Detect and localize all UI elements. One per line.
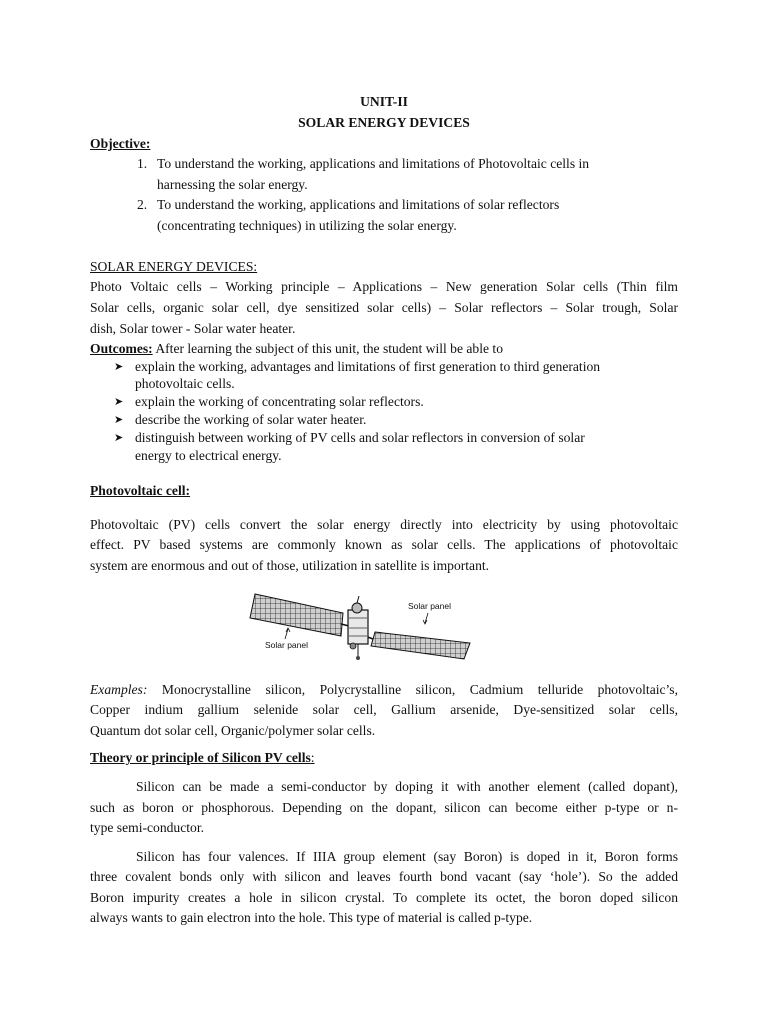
objective-1-line-2: harnessing the solar energy. — [157, 177, 308, 192]
outcomes-line — [90, 340, 503, 358]
examples-line-2: Copper indium gallium selenide solar cell, Gallium arsenide, Dye-sensitized solar cells, — [90, 702, 678, 717]
theory-p2-line-4: always wants to gain electron into the hole. This type of material is called p-type. — [90, 910, 533, 925]
theory-p1-line-1: Silicon can be made a semi-conductor by doping it with another element (called dopant), — [136, 779, 678, 794]
bullet-arrow-icon: ➤ — [114, 414, 124, 426]
theory-p2-line-1: Silicon has four valences. If IIIA group element (say Boron) is doped in it, Boron forms — [136, 849, 678, 864]
outcomes-intro: After learning the subject of this unit, the student will be able to — [152, 341, 504, 356]
theory-heading-colon: : — [310, 750, 315, 765]
objective-heading: Objective: — [90, 136, 151, 151]
bullet-arrow-icon: ➤ — [114, 361, 124, 373]
solar-panel-label-left: Solar panel — [265, 640, 309, 650]
theory-p1-line-2: such as boron or phosphorous. Depending on the dopant, silicon can become either p-type or n- — [90, 800, 678, 815]
devices-line-1: Photo Voltaic cells – Working principle – Applications – New generation Solar cells (Thin film — [90, 279, 678, 294]
theory-heading-line — [90, 749, 315, 767]
outcome-1-line-1: explain the working, advantages and limitations of first generation to third generation — [135, 359, 601, 374]
bullet-arrow-icon: ➤ — [114, 396, 124, 408]
devices-line-2: Solar cells, organic solar cell, dye sensitized solar cells) – Solar reflectors – Solar trough, Solar — [90, 300, 678, 315]
satellite-figure — [245, 588, 480, 663]
outcome-1-line-2: photovoltaic cells. — [135, 376, 235, 391]
outcome-2: explain the working of concentrating solar reflectors. — [135, 394, 424, 409]
examples-line-1 — [90, 681, 678, 699]
objective-1-line-1: To understand the working, applications and limitations of Photovoltaic cells in — [157, 156, 590, 171]
solar-panel-label-right: Solar panel — [408, 601, 452, 611]
theory-p2-line-2: three covalent bonds only with silicon and leaves fourth bond vacant (say ‘hole’). So the added — [90, 869, 678, 884]
objective-2-line-2: (concentrating techniques) in utilizing the solar energy. — [157, 218, 457, 233]
outcomes-label: Outcomes: — [90, 341, 153, 356]
objective-num-1: 1. — [137, 156, 148, 171]
pv-line-3: system are enormous and out of those, utilization in satellite is important. — [90, 558, 490, 573]
objective-num-2: 2. — [137, 197, 148, 212]
theory-heading: Theory or principle of Silicon PV cells — [90, 750, 311, 765]
theory-p1-line-3: type semi-conductor. — [90, 820, 205, 835]
examples-label: Examples: — [90, 682, 148, 697]
devices-heading: SOLAR ENERGY DEVICES: — [90, 259, 258, 274]
devices-line-3: dish, Solar tower - Solar water heater. — [90, 321, 296, 336]
pv-heading: Photovoltaic cell: — [90, 483, 191, 498]
outcome-3: describe the working of solar water heater. — [135, 412, 367, 427]
satellite-body — [348, 596, 368, 660]
solar-panel-left — [250, 594, 343, 636]
pv-line-2: effect. PV based systems are commonly known as solar cells. The applications of photovoltaic — [90, 537, 678, 552]
objective-2-line-1: To understand the working, applications and limitations of solar reflectors — [157, 197, 560, 212]
bullet-arrow-icon: ➤ — [114, 432, 124, 444]
examples-text-1: Monocrystalline silicon, Polycrystalline silicon, Cadmium telluride photovoltaic’s, — [147, 682, 678, 697]
pv-line-1: Photovoltaic (PV) cells convert the solar energy directly into electricity by using photovoltaic — [90, 517, 678, 532]
examples-line-3: Quantum dot solar cell, Organic/polymer solar cells. — [90, 723, 376, 738]
outcome-4-line-1: distinguish between working of PV cells and solar reflectors in conversion of solar — [135, 430, 585, 445]
page-title: SOLAR ENERGY DEVICES — [298, 115, 470, 130]
unit-title: UNIT-II — [360, 94, 408, 109]
solar-panel-right — [371, 632, 470, 659]
outcome-4-line-2: energy to electrical energy. — [135, 448, 282, 463]
theory-p2-line-3: Boron impurity creates a hole in silicon crystal. To complete its octet, the boron doped silicon — [90, 890, 678, 905]
